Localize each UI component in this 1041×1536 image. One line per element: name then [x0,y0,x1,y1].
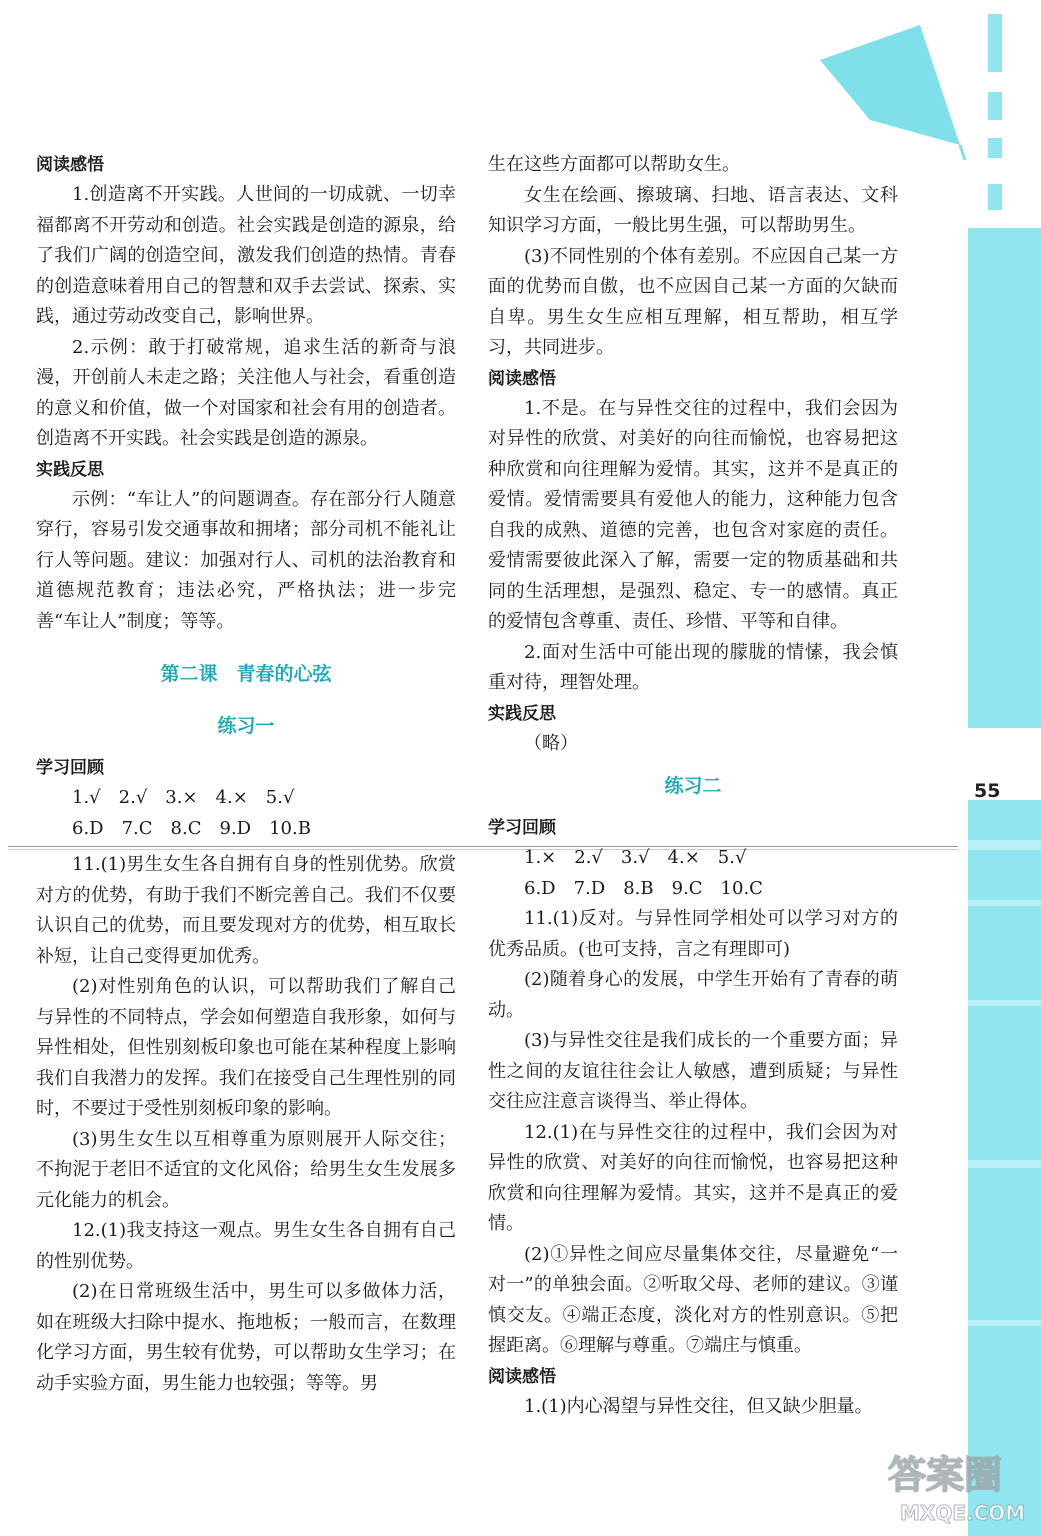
paragraph: 示例：“车让人”的问题调查。存在部分行人随意穿行，容易引发交通事故和拥堵；部分司机不能礼让行人等问题。建议：加强对行人、司机的法治教育和道德规范教育；违法必究，严格执法；进一步完善“车让人”制度；等等。 [36,488,456,632]
answer-line: 1.× 2.√ 3.√ 4.× 5.√ [524,847,747,868]
paragraph: 11.(1)反对。与异性同学相处可以学习对方的优秀品质。(也可支持，言之有理即可) [488,908,898,960]
paragraph: (3)不同性别的个体有差别。不应因自己某一方面的优势而自傲，也不应因自己某一方面的欠缺而自卑。男生女生应相互理解，相互帮助，相互学习，共同进步。 [488,245,898,358]
answer-line: 6.D 7.D 8.B 9.C 10.C [524,877,763,899]
paragraph: 生在这些方面都可以帮助女生。 [488,154,740,175]
paragraph: 12.(1)我支持这一观点。男生女生各自拥有自己的性别优势。 [36,1220,456,1272]
exercise-title: 练习二 [664,775,722,797]
section-heading-practice: 实践反思 [488,703,556,724]
section-heading-reading: 阅读感悟 [488,368,556,389]
left-column [36,150,456,1399]
watermark-logo [880,1440,1030,1530]
right-column [488,150,898,1422]
section-heading-review: 学习回顾 [488,818,556,838]
paragraph: (2)在日常班级生活中，男生可以多做体力活，如在班级大扫除中提水、拖地板；一般而言，在数理化学习方面，男生较有优势，可以帮助女生学习；在动手实验方面，男生能力也较强；等等。男 [36,1281,456,1394]
section-heading-review: 学习回顾 [36,758,104,778]
answer-line: 6.D 7.C 8.C 9.D 10.B [72,817,311,839]
section-heading-reading: 阅读感悟 [36,155,104,175]
paragraph: 1.(1)内心渴望与异性交往，但又缺少胆量。 [524,1395,873,1417]
decorative-side-stripe [968,0,1041,1536]
svg-text:答案圈: 答案圈 [888,1453,1003,1497]
section-heading-practice: 实践反思 [36,459,104,480]
paragraph: （略） [524,732,578,754]
paragraph: (3)与异性交往是我们成长的一个重要方面；异性之间的友谊往往会让人敏感，遭到质疑；与异性交往应注意言谈得当、举止得体。 [488,1030,898,1112]
paragraph: 女生在绘画、擦玻璃、扫地、语言表达、文科知识学习方面，一般比男生强，可以帮助男生。 [488,184,898,236]
svg-text:MXQE.COM: MXQE.COM [900,1501,1026,1525]
paragraph: 12.(1)在与异性交往的过程中，我们会因为对异性的欣赏、对美好的向往而愉悦，也容易把这种欣赏和向往理解为爱情。其实，这并不是真正的爱情。 [488,1121,898,1234]
answer-line: 1.√ 2.√ 3.× 4.× 5.√ [72,787,295,808]
paragraph: 11.(1)男生女生各自拥有自身的性别优势。欣赏对方的优势，有助于我们不断完善自己。我们不仅要认识自己的优势，而且要发现对方的优势，相互取长补短，让自己变得更加优秀。 [36,854,456,967]
paragraph: 1.不是。在与异性交往的过程中，我们会因为对异性的欣赏、对美好的向往而愉悦，也容易把这种欣赏和向往理解为爱情。其实，这并不是真正的爱情。爱情需要具有爱他人的能力，这种能力包含自我的成熟、道德的完善，也包含对家庭的责任。爱情需要彼此深入了解，需要一定的物质基础和共同的生活理想，是强烈、稳定、专一的感情。真正的爱情包含尊重、责任、珍惜、平等和自律。 [488,397,898,632]
paragraph: 2.面对生活中可能出现的朦胧的情愫，我会慎重对待，理智处理。 [488,641,898,693]
paragraph: 2.示例：敢于打破常规，追求生活的新奇与浪漫，开创前人未走之路；关注他人与社会，看重创造的意义和价值，做一个对国家和社会有用的创造者。创造离不开实践。社会实践是创造的源泉。 [36,336,456,449]
kite-icon [810,10,970,160]
lesson-title: 第二课 青春的心弦 [160,663,332,685]
exercise-title: 练习一 [217,715,275,737]
paragraph: (2)①异性之间应尽量集体交往，尽量避免“一对一”的单独会面。②听取父母、老师的建议。③谨慎交友。④端正态度，淡化对方的性别意识。⑤把握距离。⑥理解与尊重。⑦端庄与慎重。 [488,1243,898,1356]
paragraph: (2)对性别角色的认识，可以帮助我们了解自己与异性的不同特点，学会如何塑造自我形象，如何与异性相处，但性别刻板印象也可能在某种程度上影响我们自我潜力的发挥。我们在接受自己生理性别的同时，不要过于受性别刻板印象的影响。 [36,976,456,1119]
section-heading-reading: 阅读感悟 [488,1366,556,1387]
paragraph: 1.创造离不开实践。人世间的一切成就、一切幸福都离不开劳动和创造。社会实践是创造的源泉，给了我们广阔的创造空间，激发我们创造的热情。青春的创造意味着用自己的智慧和双手去尝试、探索、实践，通过劳动改变自己，影响世界。 [36,184,456,327]
page-number: 55 [974,780,1001,802]
paragraph: (3)男生女生以互相尊重为原则展开人际交往；不拘泥于老旧不适宜的文化风俗；给男生女生发展多元化能力的机会。 [36,1128,456,1211]
paragraph: (2)随着身心的发展，中学生开始有了青春的萌动。 [488,969,898,1021]
